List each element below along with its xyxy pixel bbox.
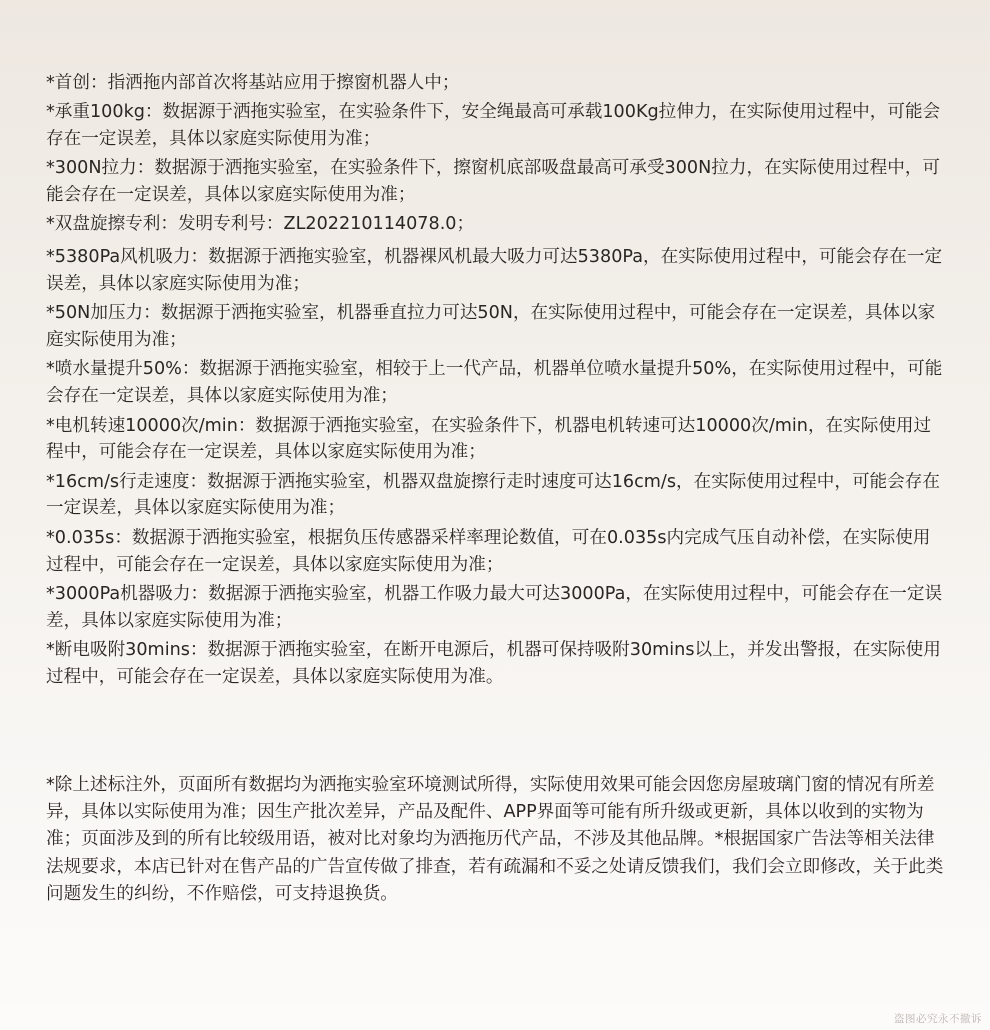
footnotes-list (46, 70, 946, 693)
watermark: 盗图必究永不撤诉 (894, 1013, 982, 1025)
footnote-power-off-adsorption: *断电吸附30mins：数据源于洒拖实验室，在断开电源后，机器可保持吸附30mins以上，并发出警报，在实际使用过程中，可能会存在一定误差，具体以家庭实际使用为准。 (46, 639, 941, 687)
footnote-walking-speed: *16cm/s行走速度：数据源于洒拖实验室，机器双盘旋擦行走时速度可达16cm/s，在实际使用过程中，可能会存在一定误差，具体以家庭实际使用为准； (46, 471, 940, 519)
footnote-pressure-50n: *50N加压力：数据源于洒拖实验室，机器垂直拉力可达50N，在实际使用过程中，可能会存在一定误差，具体以家庭实际使用为准； (46, 303, 936, 351)
footnote-spray-volume: *喷水量提升50%：数据源于洒拖实验室，相较于上一代产品，机器单位喷水量提升50%，在实际使用过程中，可能会存在一定误差，具体以家庭实际使用为准； (46, 359, 943, 407)
footnote-pressure-compensation: *0.035s：数据源于洒拖实验室，根据负压传感器采样率理论数值，可在0.035s内完成气压自动补偿，在实际使用过程中，可能会存在一定误差，具体以家庭实际使用为准； (46, 527, 931, 575)
general-disclaimer: *除上述标注外，页面所有数据均为洒拖实验室环境测试所得，实际使用效果可能会因您房屋玻璃门窗的情况有所差异，具体以实际使用为准；因生产批次差异，产品及配件、APP界面等可能有所升级或更新，具体以收到的实物为准；页面涉及到的所有比较级用语，被对比对象均为洒拖历代产品，不涉及其他品牌。*根据国家广告法等相关法律法规要求，本店已针对在售产品的广告宣传做了排查，若有疏漏和不妥之处请反馈我们，我们会立即修改，关于此类问题发生的纠纷，不作赔偿，可支持退换货。 (46, 775, 944, 904)
footnote-fan-suction: *5380Pa风机吸力：数据源于洒拖实验室，机器裸风机最大吸力可达5380Pa，在实际使用过程中，可能会存在一定误差，具体以家庭实际使用为准； (46, 247, 943, 295)
footnote-load-100kg: *承重100kg：数据源于洒拖实验室，在实验条件下，安全绳最高可承载100Kg拉伸力，在实际使用过程中，可能会存在一定误差，具体以家庭实际使用为准； (46, 102, 941, 150)
footnote-motor-speed: *电机转速10000次/min：数据源于洒拖实验室，在实验条件下，机器电机转速可达10000次/min，在实际使用过程中，可能会存在一定误差，具体以家庭实际使用为准； (46, 415, 932, 463)
footnote-pull-300n: *300N拉力：数据源于洒拖实验室，在实验条件下，擦窗机底部吸盘最高可承受300N拉力，在实际使用过程中，可能会存在一定误差，具体以家庭实际使用为准； (46, 158, 941, 206)
footnote-patent: *双盘旋擦专利：发明专利号：ZL202210114078.0； (46, 214, 475, 235)
footnote-first-innovation: *首创：指洒拖内部首次将基站应用于擦窗机器人中； (46, 73, 460, 93)
footnote-machine-suction: *3000Pa机器吸力：数据源于洒拖实验室，机器工作吸力最大可达3000Pa，在实际使用过程中，可能会存在一定误差，具体以家庭实际使用为准； (46, 583, 943, 631)
